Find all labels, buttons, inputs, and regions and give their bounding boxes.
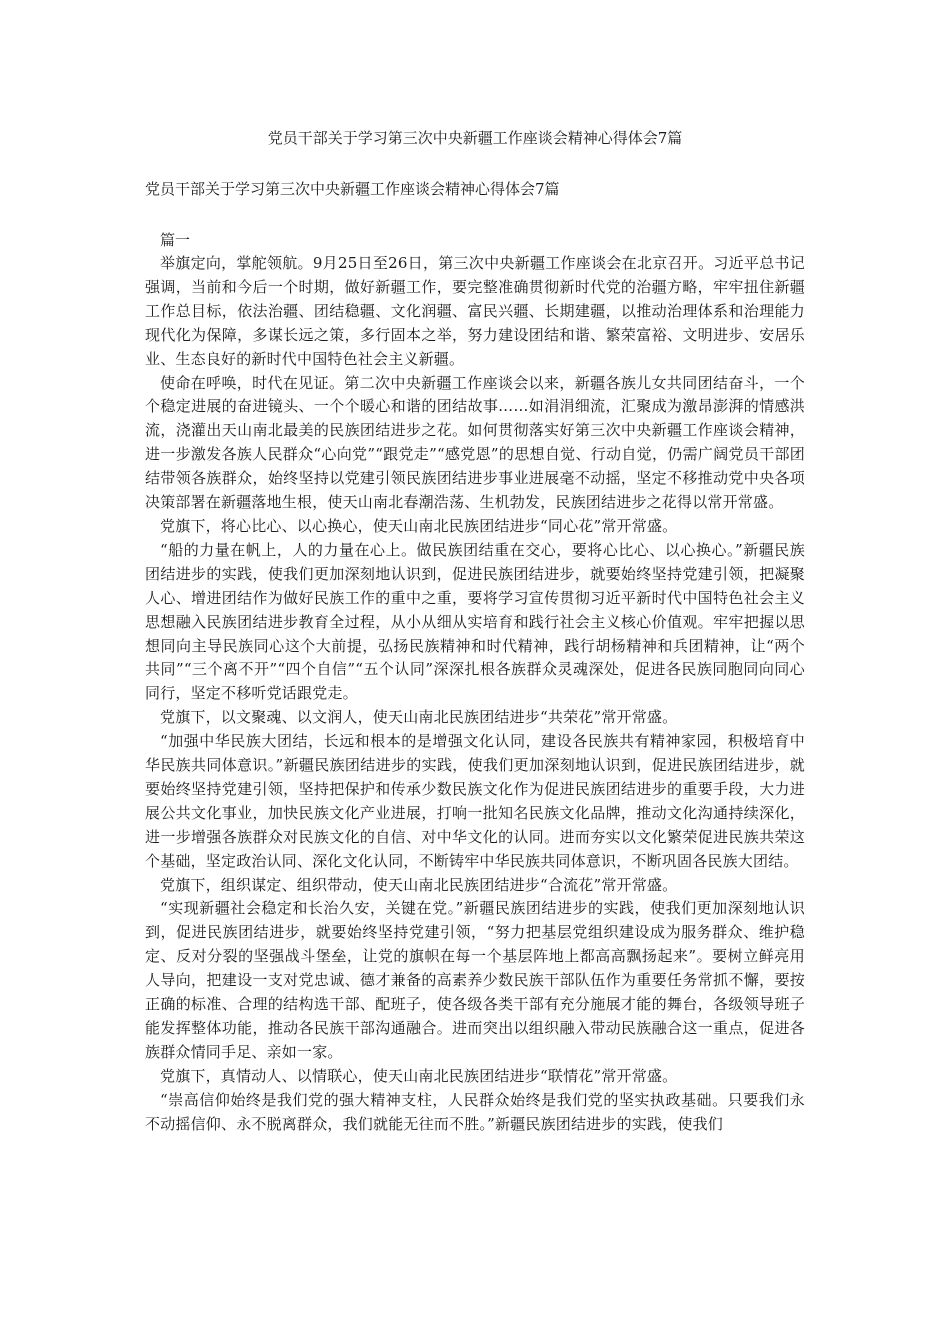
paragraph: 使命在呼唤，时代在见证。第二次中央新疆工作座谈会以来，新疆各族儿女共同团结奋斗，一个个稳定进展的奋进镜头、一个个暖心和谐的团结故事……如涓涓细流，汇聚成为激昂澎湃的情感洪流，浇灌出天山南北最美的民族团结进步之花。如何贯彻落实好第三次中央新疆工作座谈会精神，进一步激发各族人民群众“心向党”“跟党走”“感党恩”的思想自觉、行动自觉，仍需广阔党员干部团结带领各族群众，始终坚持以党建引领民族团结进步事业进展毫不动摇，坚定不移推动党中央各项决策部署在新疆落地生根，使天山南北春潮浩荡、生机勃发，民族团结进步之花得以常开常盛。 [145, 373, 805, 512]
paragraph: 党旗下，真情动人、以情联心，使天山南北民族团结进步“联情花”常开常盛。 [160, 1066, 678, 1085]
paragraph: “加强中华民族大团结，长远和根本的是增强文化认同，建设各民族共有精神家园，积极培育中华民族共同体意识。”新疆民族团结进步的实践，使我们更加深刻地认识到，促进民族团结进步，就要始终坚持党建引领，坚持把保护和传承少数民族文化作为促进民族团结进步的重要手段，大力进展公共文化事业，加快民族文化产业进展，打响一批知名民族文化品牌，推动文化沟通持续深化，进一步增强各族群众对民族文化的自信、对中华文化的认同。进而夯实以文化繁荣促进民族共荣这个基础，坚定政治认同、深化文化认同，不断铸牢中华民族共同体意识，不断巩固各民族大团结。 [145, 732, 805, 870]
document-subtitle: 党员干部关于学习第三次中央新疆工作座谈会精神心得体会7篇 [145, 180, 560, 198]
paragraph: “船的力量在帆上，人的力量在心上。做民族团结重在交心，要将心比心、以心换心。”新疆民族团结进步的实践，使我们更加深刻地认识到，促进民族团结进步，就要始终坚持党建引领，把凝聚人心、增进团结作为做好民族工作的重中之重，要将学习宣传贯彻习近平新时代中国特色社会主义思想融入民族团结进步教育全过程，从小从细从实培育和践行社会主义核心价值观。牢牢把握以思想同向主导民族同心这个大前提，弘扬民族精神和时代精神，践行胡杨精神和兵团精神，让“两个共同”“三个离不开”“四个自信”“五个认同”深深扎根各族群众灵魂深处，促进各民族同胞同向同心同行，坚定不移听党话跟党走。 [145, 540, 805, 703]
document-body [145, 252, 805, 1137]
paragraph: 举旗定向，掌舵领航。9月25日至26日，第三次中央新疆工作座谈会在北京召开。习近平总书记强调，当前和今后一个时期，做好新疆工作，要完整准确贯彻新时代党的治疆方略，牢牢扭住新疆工作总目标，依法治疆、团结稳疆、文化润疆、富民兴疆、长期建疆，以推动治理体系和治理能力现代化为保障，多谋长远之策，多行固本之举，努力建设团结和谐、繁荣富裕、文明进步、安居乐业、生态良好的新时代中国特色社会主义新疆。 [145, 254, 805, 368]
paragraph: “实现新疆社会稳定和长治久安，关键在党。”新疆民族团结进步的实践，使我们更加深刻地认识到，促进民族团结进步，就要始终坚持党建引领，“努力把基层党组织建设成为服务群众、维护稳定、反对分裂的坚强战斗堡垒，让党的旗帜在每一个基层阵地上都高高飘扬起来”。要树立鲜亮用人导向，把建设一支对党忠诚、德才兼备的高素养少数民族干部队伍作为重要任务常抓不懈，要按正确的标准、合理的结构选干部、配班子，使各级各类干部有充分施展才能的舞台，各级领导班子能发挥整体功能，推动各民族干部沟通融合。进而突出以组织融入带动民族融合这一重点，促进各族群众情同手足、亲如一家。 [145, 899, 805, 1061]
paragraph: 党旗下，以文聚魂、以文润人，使天山南北民族团结进步“共荣花”常开常盛。 [160, 708, 678, 727]
section-label: 篇一 [160, 231, 191, 249]
paragraph: 党旗下，将心比心、以心换心，使天山南北民族团结进步“同心花”常开常盛。 [160, 516, 678, 535]
paragraph: 党旗下，组织谋定、组织带动，使天山南北民族团结进步“合流花”常开常盛。 [160, 875, 678, 894]
document-title: 党员干部关于学习第三次中央新疆工作座谈会精神心得体会7篇 [267, 129, 683, 147]
paragraph: “崇高信仰始终是我们党的强大精神支柱，人民群众始终是我们党的坚实执政基础。只要我们永不动摇信仰、永不脱离群众，我们就能无往而不胜。”新疆民族团结进步的实践，使我们 [145, 1090, 805, 1133]
